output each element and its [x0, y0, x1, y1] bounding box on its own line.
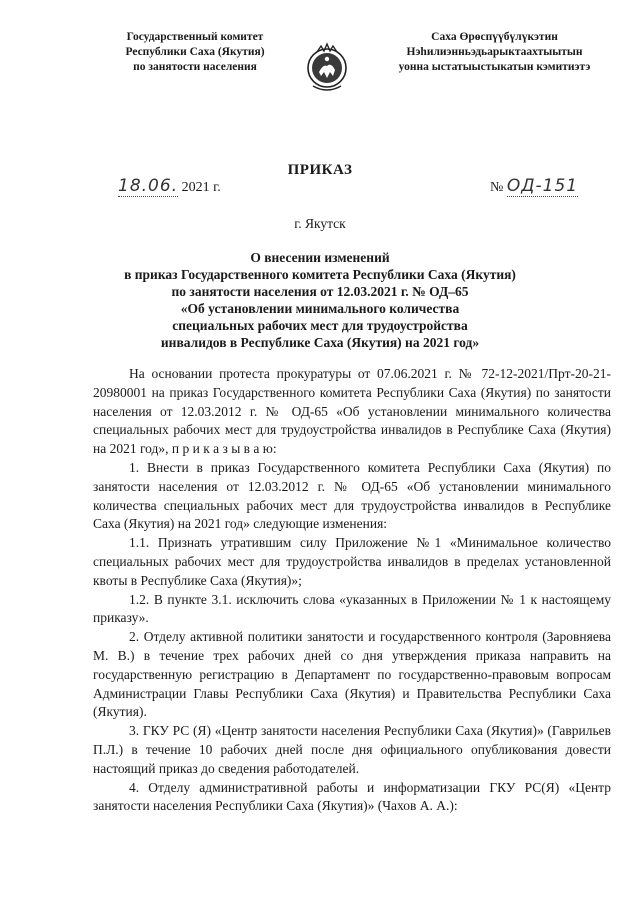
body-paragraph: 1. Внести в приказ Государственного комитета Республики Саха (Якутия) по занятости населения от 12.03.2012 г. № ОД-65 «Об установлении минимального количества специальных рабочих мест для трудоустройства инвалидов в Республике Саха (Якутия) на 2021 год» следующие изменения: — [93, 459, 611, 532]
date-year: 2021 г. — [181, 180, 221, 195]
body-paragraph: На основании протеста прокуратуры от 07.06.2021 г. № 72-12-2021/Прт-20-21-20980001 на приказ Государственного комитета Республики Саха (Якутия) по занятости населения от 12.03.2012 г. № ОД-65 «Об установлении минимального количества специальных рабочих мест для трудоустройства инвалидов в Республике Саха (Якутия) на 2021 год», п р и к а з ы в а ю: — [93, 366, 611, 457]
title-line: О внесении изменений — [250, 250, 390, 265]
handwritten-date: 18.06. — [118, 176, 179, 196]
body-paragraph: 4. Отделу административной работы и информатизации ГКУ РС(Я) «Центр занятости населения Республики Саха (Якутия)» (Чахов А. А.): — [93, 779, 611, 814]
body-paragraph: 2. Отделу активной политики занятости и государственного контроля (Заровняева М. В.) в течение трех рабочих дней со дня утверждения приказа направить на государственную регистрацию в Департамент по государственно-правовым вопросам Администрации Главы Республики Саха (Якутия) и Правительства Республики Саха (Якутия). — [93, 629, 611, 720]
header-left-line: Государственный комитет — [126, 31, 264, 43]
title-line: специальных рабочих мест для трудоустройства — [172, 318, 468, 333]
title-line: в приказ Государственного комитета Республики Саха (Якутия) — [124, 267, 516, 282]
header-right-org — [372, 30, 617, 75]
number-label: № — [490, 180, 504, 195]
body-paragraph: 1.1. Признать утратившим силу Приложение №1 «Минимальное количество специальных рабочих мест для трудоустройства инвалидов в пределах установленной квоты в Республике Саха (Якутия)»; — [93, 535, 611, 588]
document-body — [93, 365, 611, 816]
handwritten-number: ОД-151 — [506, 176, 579, 196]
document-type: ПРИКАЗ — [287, 162, 353, 178]
header-left-line: Республики Саха (Якутия) — [125, 46, 265, 58]
header-left-line: по занятости населения — [133, 61, 257, 73]
document-title — [100, 249, 540, 351]
header-right-line: уонна ыстатыыстыкатын кэмитиэтэ — [398, 61, 591, 73]
document-date — [118, 176, 221, 197]
document-number — [490, 176, 578, 197]
coat-of-arms-emblem — [305, 42, 349, 96]
header-left-org — [95, 30, 295, 75]
header-right-line: Нэһилиэнньэдьарыктаахтыытын — [406, 46, 583, 58]
document-city: г. Якутск — [294, 216, 346, 231]
header-right-line: Саха Өрөспүүбүлүкэтин — [431, 31, 558, 43]
title-line: по занятости населения от 12.03.2021 г. № ОД–65 — [171, 284, 469, 299]
body-paragraph: 3. ГКУ РС (Я) «Центр занятости населения Республики Саха (Якутия)» (Гаврильев П.Л.) в течение 10 рабочих дней после дня официального опубликования довести настоящий приказ до сведения работодателей. — [93, 723, 611, 776]
body-paragraph: 1.2. В пункте 3.1. исключить слова «указанных в Приложении № 1 к настоящему приказу». — [93, 591, 611, 626]
title-line: «Об установлении минимального количества — [180, 301, 460, 316]
title-line: инвалидов в Республике Саха (Якутия) на 2021 год» — [160, 335, 480, 350]
